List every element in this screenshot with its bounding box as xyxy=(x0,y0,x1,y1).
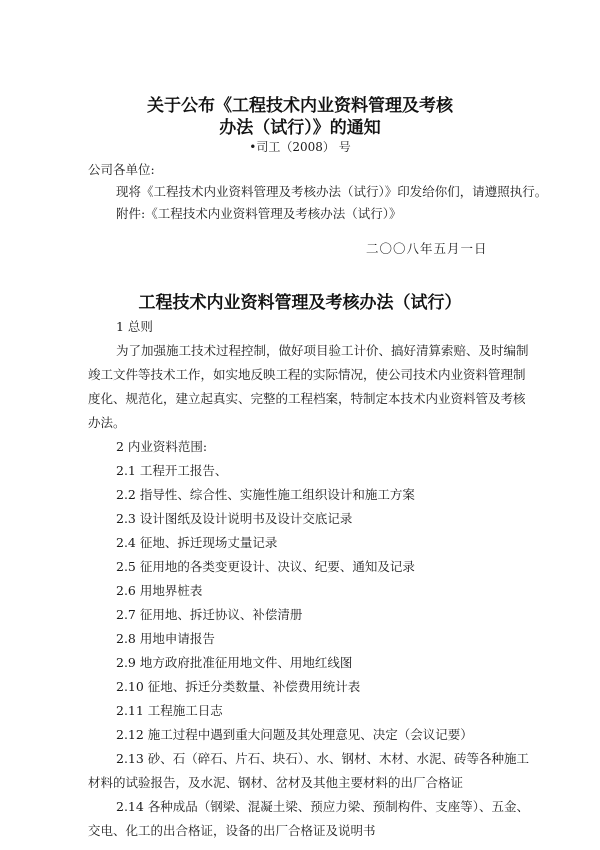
list-item-continuation: 材料的试验报告，及水泥、钢材、岔材及其他主要材料的出厂合格证 xyxy=(88,775,464,790)
list-item: 2.3 设计图纸及设计说明书及设计交底记录 xyxy=(116,511,353,526)
list-item: 2.10 征地、拆迁分类数量、补偿费用统计表 xyxy=(116,679,361,694)
notice-body: 现将《工程技术内业资料管理及考核办法（试行）》印发给你们，请遵照执行。 xyxy=(116,184,548,199)
list-item: 2.2 指导性、综合性、实施性施工组织设计和施工方案 xyxy=(116,487,415,502)
list-item: 2.9 地方政府批准征用地文件、用地红线图 xyxy=(116,655,353,670)
list-item: 2.14 各种成品（钢梁、混凝土梁、预应力梁、预制构件、支座等）、五金、 xyxy=(116,799,530,814)
section-heading: 2 内业资料范围: xyxy=(116,439,208,454)
notice-date: 二〇〇八年五月一日 xyxy=(366,241,488,256)
document-number: •司工（2008） 号 xyxy=(249,140,351,154)
list-item: 2.1 工程开工报告、 xyxy=(116,463,228,478)
list-item: 2.11 工程施工日志 xyxy=(116,703,223,718)
document-title: 工程技术内业资料管理及考核办法（试行） xyxy=(138,293,462,313)
list-item-continuation: 交电、化工的出合格证，设备的出厂合格证及说明书 xyxy=(88,823,376,838)
list-item: 2.4 征地、拆迁现场丈量记录 xyxy=(116,535,278,550)
attachment-line: 附件:《工程技术内业资料管理及考核办法（试行）》 xyxy=(116,206,402,221)
list-item: 2.6 用地界桩表 xyxy=(116,583,203,598)
list-item: 2.13 砂、石（碎石、片石、块石）、水、钢材、木材、水泥、砖等各种施工 xyxy=(116,751,530,766)
notice-title-line-1: 关于公布《工程技术内业资料管理及考核 xyxy=(147,96,453,116)
list-item: 2.5 征用地的各类变更设计、决议、纪要、通知及记录 xyxy=(116,559,415,574)
list-item: 2.8 用地申请报告 xyxy=(116,631,215,646)
list-item: 2.12 施工过程中遇到重大问题及其处理意见、决定（会议记要） xyxy=(116,727,473,742)
list-item: 2.7 征用地、拆迁协议、补偿清册 xyxy=(116,607,303,622)
notice-title-line-2: 办法（试行）》的通知 xyxy=(219,118,381,138)
paragraph-line: 竣工文件等技术工作，如实地反映工程的实际情况，使公司技术内业资料管理制 xyxy=(88,367,526,382)
salutation: 公司各单位: xyxy=(88,162,155,177)
paragraph-line: 度化、规范化，建立起真实、完整的工程档案，特制定本技术内业资料管及考核 xyxy=(88,391,526,406)
paragraph-line: 为了加强施工技术过程控制，做好项目验工计价、搞好清算索赔、及时编制 xyxy=(116,343,529,358)
paragraph-line: 办法。 xyxy=(88,415,126,430)
section-heading: 1 总则 xyxy=(116,319,153,334)
